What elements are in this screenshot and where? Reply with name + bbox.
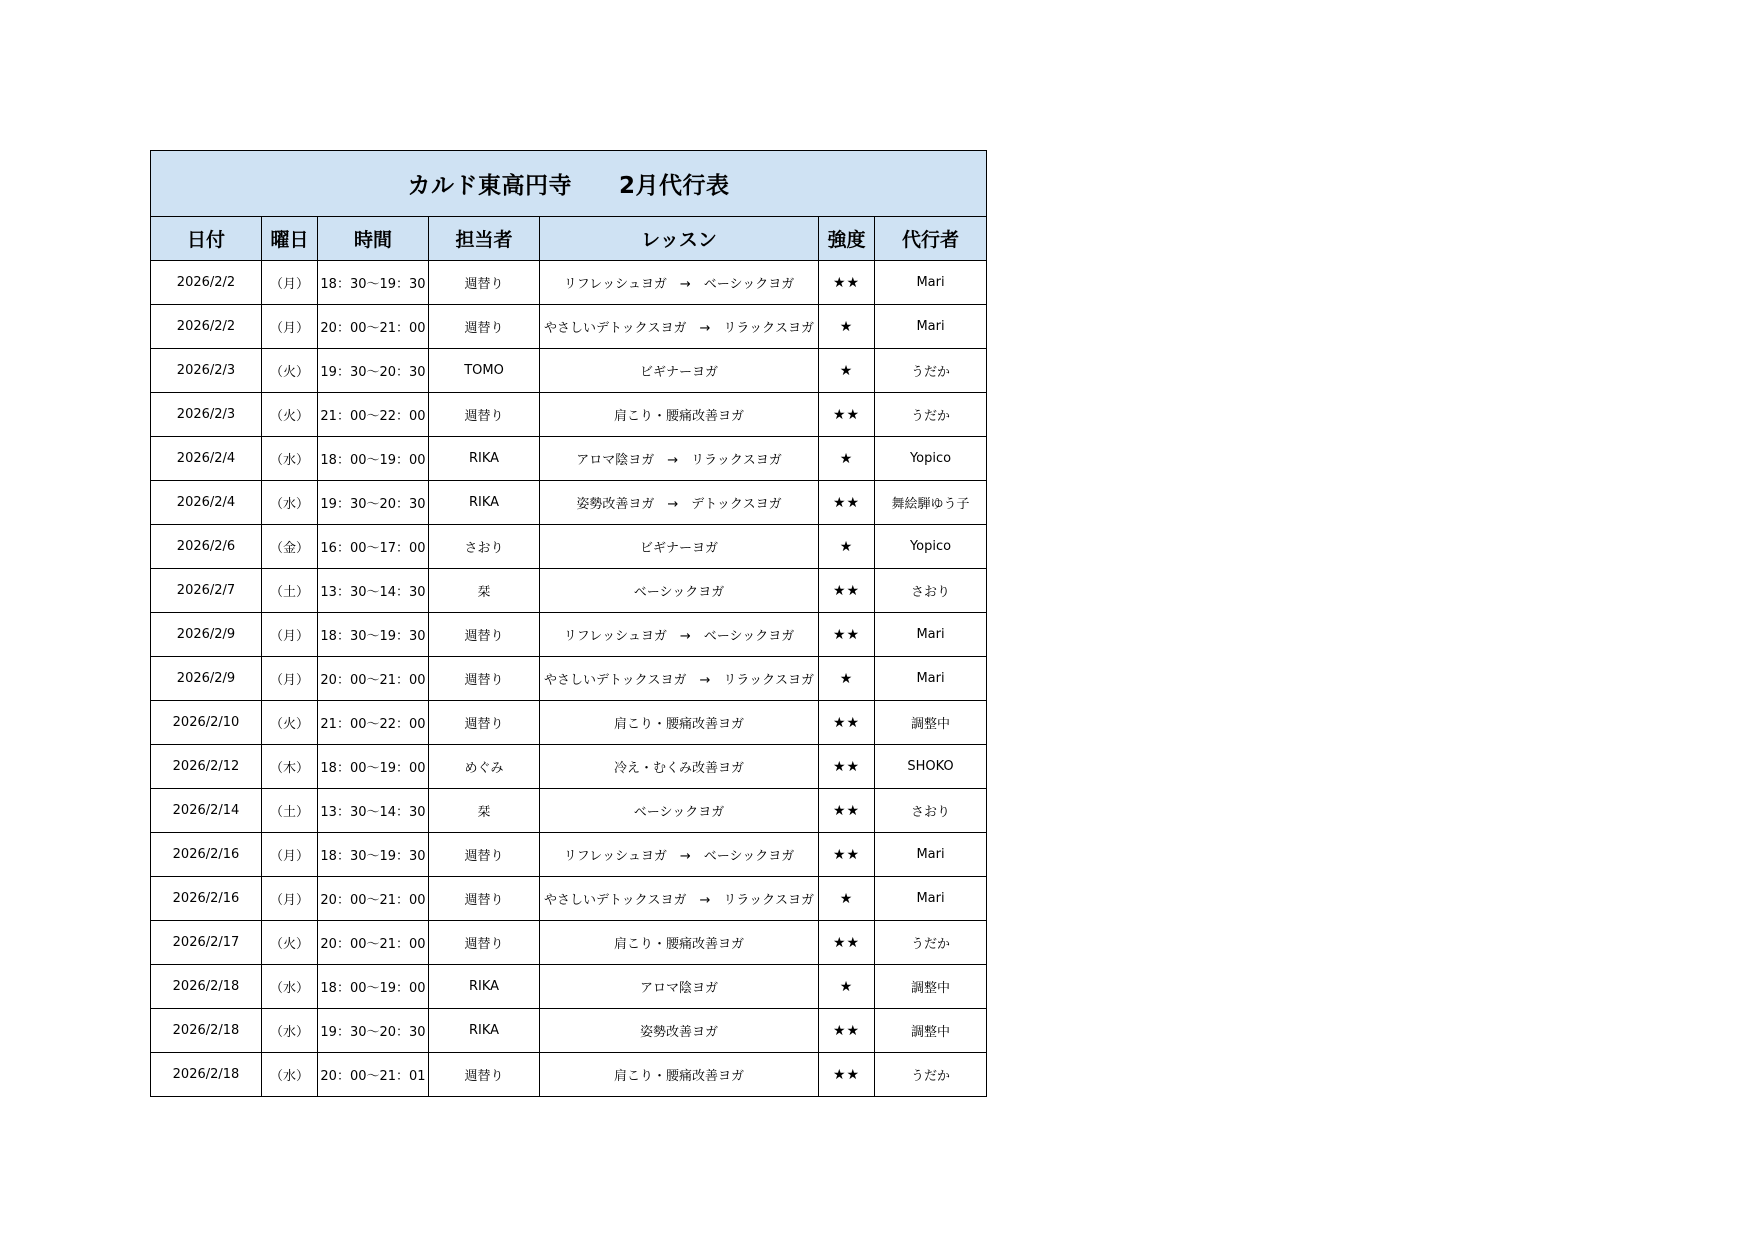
cell-date: 2026/2/4 — [151, 481, 262, 525]
cell-day: （金） — [262, 525, 318, 569]
table-row — [151, 921, 987, 965]
cell-lesson: ベーシックヨガ — [540, 569, 819, 613]
header-row — [151, 217, 987, 261]
cell-level: ★★ — [819, 1053, 875, 1097]
cell-substitute: うだか — [875, 393, 987, 437]
cell-day: （水） — [262, 965, 318, 1009]
cell-lesson: 肩こり・腰痛改善ヨガ — [540, 1053, 819, 1097]
cell-level: ★ — [819, 525, 875, 569]
header-teacher: 担当者 — [429, 217, 540, 261]
cell-level: ★★ — [819, 701, 875, 745]
cell-lesson: やさしいデトックスヨガ → リラックスヨガ — [540, 305, 819, 349]
table-row — [151, 393, 987, 437]
table-row — [151, 1009, 987, 1053]
header-date: 日付 — [151, 217, 262, 261]
cell-date: 2026/2/17 — [151, 921, 262, 965]
cell-day: （月） — [262, 833, 318, 877]
cell-date: 2026/2/16 — [151, 877, 262, 921]
cell-teacher: 週替り — [429, 701, 540, 745]
table-row — [151, 1053, 987, 1097]
table-row — [151, 745, 987, 789]
header-level: 強度 — [819, 217, 875, 261]
cell-day: （土） — [262, 789, 318, 833]
table-row — [151, 965, 987, 1009]
cell-substitute: Mari — [875, 833, 987, 877]
cell-date: 2026/2/18 — [151, 1009, 262, 1053]
cell-date: 2026/2/3 — [151, 349, 262, 393]
cell-level: ★★ — [819, 481, 875, 525]
cell-lesson: 冷え・むくみ改善ヨガ — [540, 745, 819, 789]
cell-time: 16：00～17：00 — [318, 525, 429, 569]
cell-level: ★★ — [819, 569, 875, 613]
cell-substitute: さおり — [875, 789, 987, 833]
cell-level: ★★ — [819, 261, 875, 305]
cell-date: 2026/2/4 — [151, 437, 262, 481]
cell-level: ★★ — [819, 1009, 875, 1053]
table-row — [151, 525, 987, 569]
cell-substitute: Mari — [875, 613, 987, 657]
cell-day: （月） — [262, 877, 318, 921]
cell-day: （月） — [262, 657, 318, 701]
cell-time: 18：00～19：00 — [318, 745, 429, 789]
cell-lesson: アロマ陰ヨガ → リラックスヨガ — [540, 437, 819, 481]
cell-date: 2026/2/12 — [151, 745, 262, 789]
cell-time: 13：30～14：30 — [318, 569, 429, 613]
cell-lesson: 姿勢改善ヨガ → デトックスヨガ — [540, 481, 819, 525]
cell-level: ★★ — [819, 833, 875, 877]
cell-day: （水） — [262, 1053, 318, 1097]
cell-date: 2026/2/9 — [151, 613, 262, 657]
schedule-sheet — [150, 150, 986, 1097]
cell-time: 18：30～19：30 — [318, 261, 429, 305]
cell-time: 18：00～19：00 — [318, 437, 429, 481]
cell-time: 18：30～19：30 — [318, 833, 429, 877]
cell-substitute: 調整中 — [875, 965, 987, 1009]
cell-substitute: Mari — [875, 657, 987, 701]
cell-lesson: 肩こり・腰痛改善ヨガ — [540, 921, 819, 965]
cell-lesson: ベーシックヨガ — [540, 789, 819, 833]
table-row — [151, 437, 987, 481]
cell-teacher: 週替り — [429, 657, 540, 701]
cell-date: 2026/2/10 — [151, 701, 262, 745]
cell-day: （月） — [262, 261, 318, 305]
cell-day: （土） — [262, 569, 318, 613]
table-body — [151, 261, 987, 1097]
cell-time: 18：30～19：30 — [318, 613, 429, 657]
table-row — [151, 305, 987, 349]
cell-time: 20：00～21：01 — [318, 1053, 429, 1097]
cell-level: ★ — [819, 965, 875, 1009]
cell-date: 2026/2/3 — [151, 393, 262, 437]
cell-substitute: 調整中 — [875, 1009, 987, 1053]
cell-date: 2026/2/2 — [151, 261, 262, 305]
cell-substitute: 調整中 — [875, 701, 987, 745]
cell-time: 19：30～20：30 — [318, 1009, 429, 1053]
cell-substitute: 舞絵騨ゆう子 — [875, 481, 987, 525]
cell-teacher: 週替り — [429, 393, 540, 437]
cell-teacher: 週替り — [429, 1053, 540, 1097]
cell-level: ★★ — [819, 393, 875, 437]
table-row — [151, 877, 987, 921]
cell-lesson: 肩こり・腰痛改善ヨガ — [540, 701, 819, 745]
substitute-schedule-table — [150, 150, 987, 1097]
cell-level: ★ — [819, 349, 875, 393]
cell-teacher: さおり — [429, 525, 540, 569]
cell-level: ★ — [819, 305, 875, 349]
cell-date: 2026/2/14 — [151, 789, 262, 833]
title-row — [151, 151, 987, 217]
cell-substitute: さおり — [875, 569, 987, 613]
cell-date: 2026/2/9 — [151, 657, 262, 701]
cell-day: （火） — [262, 349, 318, 393]
cell-teacher: 週替り — [429, 261, 540, 305]
cell-date: 2026/2/6 — [151, 525, 262, 569]
cell-time: 21：00～22：00 — [318, 701, 429, 745]
cell-time: 20：00～21：00 — [318, 877, 429, 921]
table-row — [151, 569, 987, 613]
cell-teacher: 週替り — [429, 305, 540, 349]
cell-level: ★★ — [819, 921, 875, 965]
cell-teacher: 週替り — [429, 921, 540, 965]
table-row — [151, 701, 987, 745]
cell-day: （水） — [262, 437, 318, 481]
cell-substitute: うだか — [875, 921, 987, 965]
cell-lesson: リフレッシュヨガ → ベーシックヨガ — [540, 833, 819, 877]
cell-date: 2026/2/16 — [151, 833, 262, 877]
table-row — [151, 613, 987, 657]
cell-teacher: TOMO — [429, 349, 540, 393]
table-title: カルド東高円寺 2月代行表 — [151, 151, 987, 217]
cell-lesson: リフレッシュヨガ → ベーシックヨガ — [540, 613, 819, 657]
cell-time: 18：00～19：00 — [318, 965, 429, 1009]
cell-substitute: SHOKO — [875, 745, 987, 789]
cell-time: 19：30～20：30 — [318, 481, 429, 525]
cell-date: 2026/2/2 — [151, 305, 262, 349]
cell-lesson: ビギナーヨガ — [540, 525, 819, 569]
cell-day: （水） — [262, 481, 318, 525]
cell-lesson: アロマ陰ヨガ — [540, 965, 819, 1009]
table-row — [151, 657, 987, 701]
cell-day: （火） — [262, 393, 318, 437]
cell-substitute: Mari — [875, 261, 987, 305]
cell-lesson: やさしいデトックスヨガ → リラックスヨガ — [540, 657, 819, 701]
cell-time: 20：00～21：00 — [318, 921, 429, 965]
cell-time: 20：00～21：00 — [318, 305, 429, 349]
cell-day: （火） — [262, 701, 318, 745]
cell-level: ★★ — [819, 789, 875, 833]
cell-teacher: 栞 — [429, 789, 540, 833]
cell-teacher: RIKA — [429, 437, 540, 481]
table-row — [151, 349, 987, 393]
cell-day: （木） — [262, 745, 318, 789]
cell-teacher: めぐみ — [429, 745, 540, 789]
cell-teacher: RIKA — [429, 1009, 540, 1053]
cell-time: 19：30～20：30 — [318, 349, 429, 393]
cell-time: 21：00～22：00 — [318, 393, 429, 437]
header-lesson: レッスン — [540, 217, 819, 261]
cell-level: ★★ — [819, 613, 875, 657]
cell-lesson: やさしいデトックスヨガ → リラックスヨガ — [540, 877, 819, 921]
cell-lesson: ビギナーヨガ — [540, 349, 819, 393]
cell-level: ★ — [819, 437, 875, 481]
cell-substitute: Yopico — [875, 525, 987, 569]
cell-day: （月） — [262, 613, 318, 657]
cell-level: ★ — [819, 657, 875, 701]
cell-substitute: うだか — [875, 1053, 987, 1097]
header-time: 時間 — [318, 217, 429, 261]
cell-lesson: 姿勢改善ヨガ — [540, 1009, 819, 1053]
table-row — [151, 481, 987, 525]
cell-time: 13：30～14：30 — [318, 789, 429, 833]
cell-day: （月） — [262, 305, 318, 349]
cell-level: ★★ — [819, 745, 875, 789]
cell-teacher: RIKA — [429, 965, 540, 1009]
cell-teacher: 週替り — [429, 613, 540, 657]
table-row — [151, 833, 987, 877]
cell-lesson: 肩こり・腰痛改善ヨガ — [540, 393, 819, 437]
cell-teacher: 週替り — [429, 833, 540, 877]
table-row — [151, 789, 987, 833]
cell-substitute: うだか — [875, 349, 987, 393]
cell-teacher: 栞 — [429, 569, 540, 613]
cell-date: 2026/2/18 — [151, 965, 262, 1009]
cell-teacher: RIKA — [429, 481, 540, 525]
table-row — [151, 261, 987, 305]
cell-level: ★ — [819, 877, 875, 921]
cell-substitute: Mari — [875, 305, 987, 349]
cell-date: 2026/2/7 — [151, 569, 262, 613]
cell-date: 2026/2/18 — [151, 1053, 262, 1097]
cell-lesson: リフレッシュヨガ → ベーシックヨガ — [540, 261, 819, 305]
header-substitute: 代行者 — [875, 217, 987, 261]
cell-time: 20：00～21：00 — [318, 657, 429, 701]
header-day: 曜日 — [262, 217, 318, 261]
cell-substitute: Yopico — [875, 437, 987, 481]
cell-day: （水） — [262, 1009, 318, 1053]
cell-day: （火） — [262, 921, 318, 965]
cell-teacher: 週替り — [429, 877, 540, 921]
cell-substitute: Mari — [875, 877, 987, 921]
